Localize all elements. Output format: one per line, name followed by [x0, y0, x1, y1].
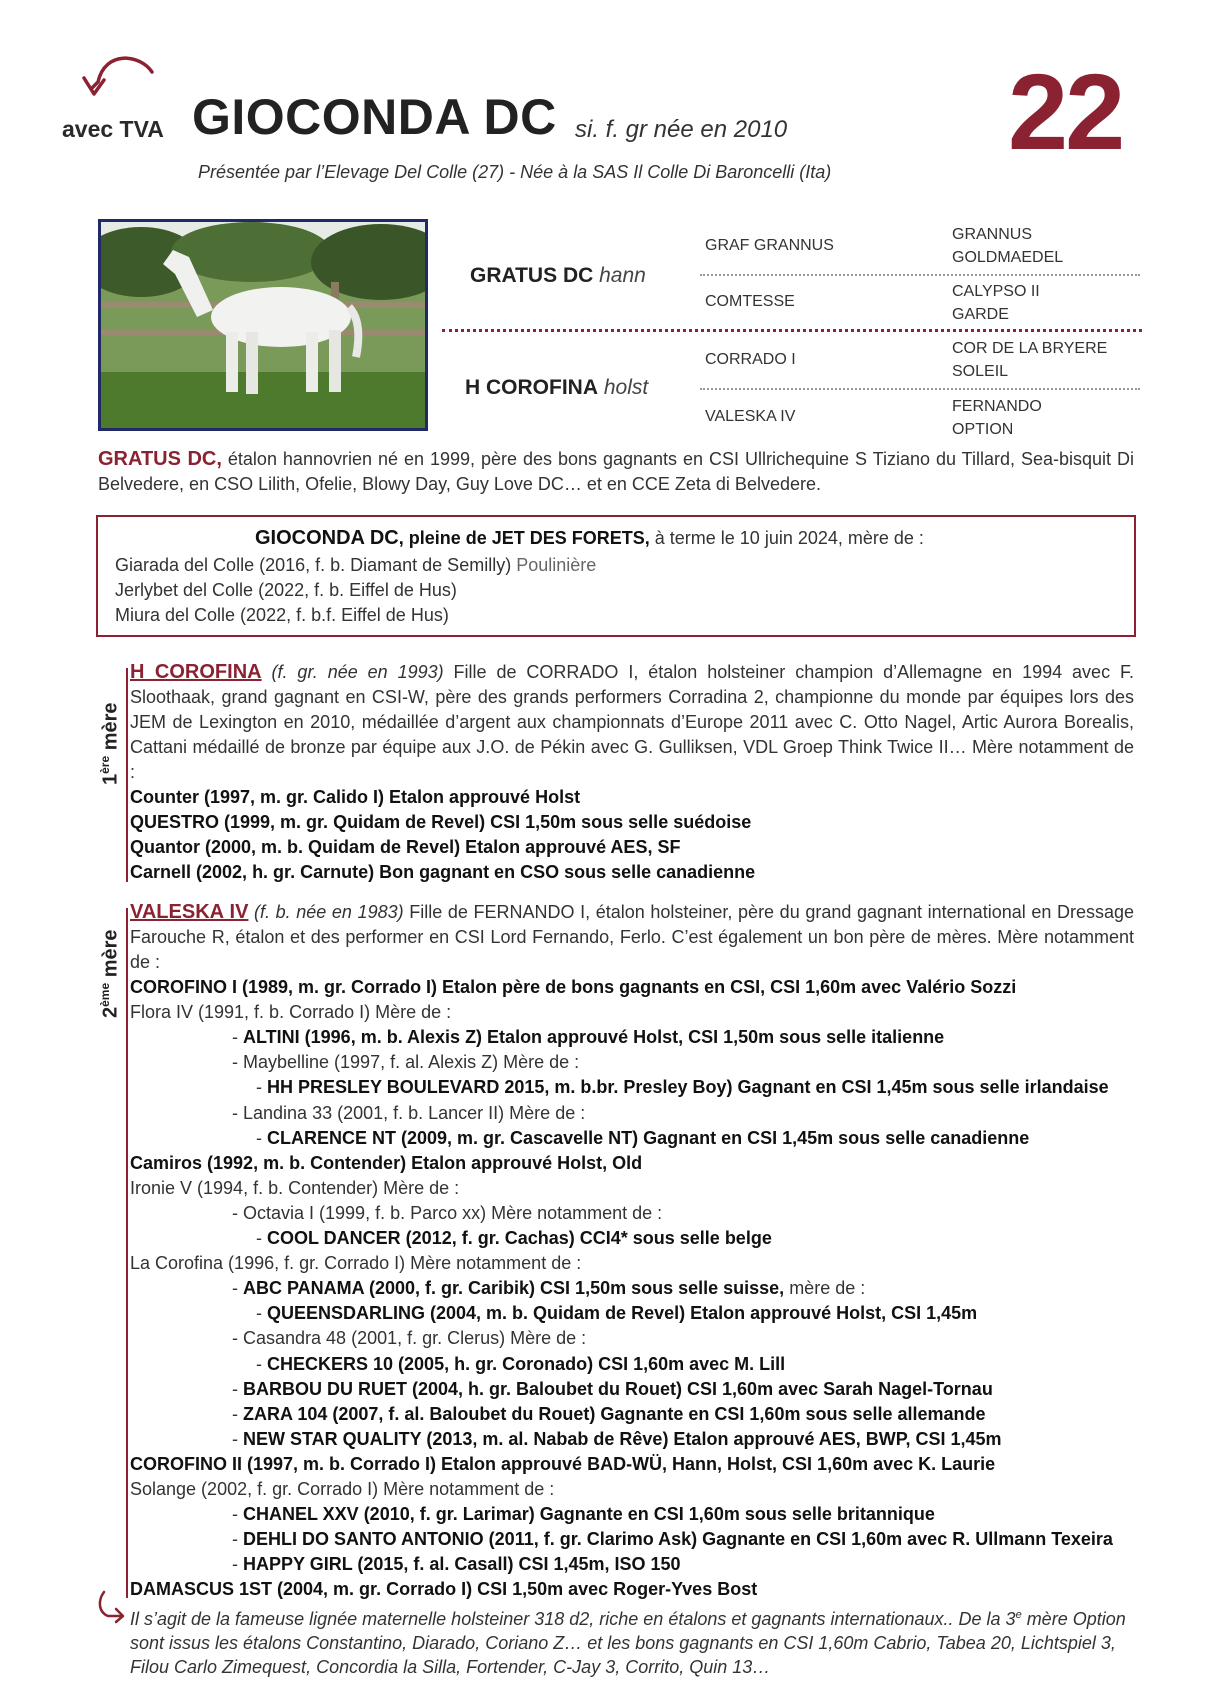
offspring-line: - NEW STAR QUALITY (2013, m. al. Nabab de Rêve) Etalon approuvé AES, BWP, CSI 1,45m: [232, 1429, 1002, 1449]
pedigree-sire: GRATUS DC hann: [470, 264, 646, 287]
offspring-line: - Octavia I (1999, f. b. Parco xx) Mère notamment de :: [232, 1203, 663, 1223]
offspring-line: COROFINO II (1997, m. b. Corrado I) Etalon approuvé BAD-WÜ, Hann, Holst, CSI 1,60m avec K. Laurie: [130, 1454, 996, 1474]
first-dam-label: 1ère mère: [98, 702, 122, 785]
pedigree-ggp: FERNANDO: [952, 398, 1042, 415]
pedigree-ggp: SOLEIL: [952, 363, 1009, 380]
lot-number: 22: [1008, 51, 1123, 172]
offspring-line: Camiros (1992, m. b. Contender) Etalon approuvé Holst, Old: [130, 1153, 643, 1173]
offspring-line: Counter (1997, m. gr. Calido I) Etalon approuvé Holst: [130, 787, 581, 807]
offspring-line: - CLARENCE NT (2009, m. gr. Cascavelle NT) Gagnant en CSI 1,45m sous selle canadienne: [256, 1128, 1030, 1148]
pleine-heading: GIOCONDA DC, pleine de JET DES FORETS, à terme le 10 juin 2024, mère de :: [255, 527, 924, 549]
pleine-line: Miura del Colle (2022, f. b.f. Eiffel de Hus): [115, 605, 449, 625]
offspring-line: - ZARA 104 (2007, f. al. Baloubet du Rouet) Gagnante en CSI 1,60m sous selle allemande: [232, 1404, 986, 1424]
offspring-line: DAMASCUS 1ST (2004, m. gr. Corrado I) CSI 1,50m avec Roger-Yves Bost: [130, 1579, 758, 1599]
second-dam-paragraph: VALESKA IV (f. b. née en 1983) Fille de FERNANDO I, étalon holsteiner, père du grand gagnant international en Dressage Farouche R, étalon et des performer en CSI Lord Fernando, Ferlo. C’est également un bon père de mères. Mère notamment de :: [130, 901, 1135, 972]
pedigree-ggp: OPTION: [952, 421, 1014, 438]
offspring-line: - ALTINI (1996, m. b. Alexis Z) Etalon approuvé Holst, CSI 1,50m sous selle italienne: [232, 1027, 945, 1047]
pedigree-sire-sire: GRAF GRANNUS: [705, 237, 834, 254]
pedigree-sire-dam: COMTESSE: [705, 293, 795, 310]
offspring-line: - ABC PANAMA (2000, f. gr. Caribik) CSI 1,50m sous selle suisse, mère de :: [232, 1278, 866, 1298]
offspring-line: Quantor (2000, m. b. Quidam de Revel) Etalon approuvé AES, SF: [130, 837, 681, 857]
pleine-line: Jerlybet del Colle (2022, f. b. Eiffel de Hus): [115, 580, 457, 600]
offspring-line: - Maybelline (1997, f. al. Alexis Z) Mère de :: [232, 1052, 580, 1072]
offspring-line: Carnell (2002, h. gr. Carnute) Bon gagnant en CSO sous selle canadienne: [130, 862, 756, 882]
grey-horse-photo: [98, 219, 428, 431]
offspring-line: - Landina 33 (2001, f. b. Lancer II) Mère de :: [232, 1103, 586, 1123]
offspring-line: COROFINO I (1989, m. gr. Corrado I) Etalon père de bons gagnants en CSI, CSI 1,60m avec Valério Sozzi: [130, 977, 1017, 997]
horse-description: si. f. gr née en 2010: [575, 116, 788, 143]
pedigree-ggp: GARDE: [952, 306, 1009, 323]
second-dam-bar: [126, 908, 128, 1598]
second-dam-label: 2ème mère: [98, 929, 122, 1018]
first-dam-paragraph: H COROFINA (f. gr. née en 1993) Fille de CORRADO I, étalon holsteiner champion d’Allemagne en 1994 avec F. Sloothaak, grand gagnant en CSI-W, père des grands performers Corradina 2, championne du monde par équipes lors des JEM de Lexington en 2010, médaillée d’argent aux championnats d’Europe 2011 avec C. Otto Nagel, Artic Aurora Borealis, Cattani médaillé de bronze par équipe aux J.O. de Pékin avec G. Gulliksen, VDL Groep Think Twice II… Mère notamment de :: [130, 661, 1134, 782]
pedigree-dam-dam: VALESKA IV: [705, 408, 796, 425]
first-dam-bar: [126, 668, 128, 882]
pedigree-ggp: COR DE LA BRYERE: [952, 340, 1108, 357]
offspring-line: - QUEENSDARLING (2004, m. b. Quidam de Revel) Etalon approuvé Holst, CSI 1,45m: [256, 1303, 978, 1323]
pedigree-divider: [700, 274, 1140, 276]
horse-name: GIOCONDA DC: [192, 89, 557, 145]
presented-by: Présentée par l’Elevage Del Colle (27) - Née à la SAS Il Colle Di Baroncelli (Ita): [198, 162, 832, 182]
offspring-line: Flora IV (1991, f. b. Corrado I) Mère de :: [130, 1002, 452, 1022]
curved-arrow-icon: [80, 52, 170, 112]
pedigree-divider-main: [442, 329, 1142, 332]
tva-label: avec TVA: [62, 116, 164, 142]
pedigree-dam-sire: CORRADO I: [705, 351, 796, 368]
offspring-line: - CHECKERS 10 (2005, h. gr. Coronado) CSI 1,60m avec M. Lill: [256, 1354, 786, 1374]
footer-note: Il s’agit de la fameuse lignée maternelle holsteiner 318 d2, riche en étalons et gagnants internationaux.. De la 3e mère Option sont issus les étalons Constantino, Diarado, Coriano Z… et les bons gagnants en CSI 1,60m Cabrio, Tabea 20, Lichtspiel 3, Filou Carlo Zimequest, Concordia la Silla, Fortender, C-Jay 3, Corrito, Quin 13…: [130, 1609, 1126, 1677]
sire-paragraph: GRATUS DC, étalon hannovrien né en 1999, père des bons gagnants en CSI Ullrichequine S Tiziano du Tillard, Sea-bisquit Di Belvedere, en CSO Lilith, Ofelie, Blowy Day, Guy Love DC… et en CCE Zeta di Belvedere.: [98, 448, 1134, 494]
offspring-line: - HAPPY GIRL (2015, f. al. Casall) CSI 1,45m, ISO 150: [232, 1554, 681, 1574]
offspring-line: - Casandra 48 (2001, f. gr. Clerus) Mère de :: [232, 1328, 587, 1348]
offspring-line: Solange (2002, f. gr. Corrado I) Mère notamment de :: [130, 1479, 555, 1499]
pedigree-ggp: GRANNUS: [952, 226, 1033, 243]
pedigree-ggp: CALYPSO II: [952, 283, 1040, 300]
offspring-line: - DEHLI DO SANTO ANTONIO (2011, f. gr. Clarimo Ask) Gagnante en CSI 1,60m avec R. Ullmann Texeira: [232, 1529, 1113, 1549]
offspring-line: QUESTRO (1999, m. gr. Quidam de Revel) CSI 1,50m sous selle suédoise: [130, 812, 752, 832]
offspring-line: La Corofina (1996, f. gr. Corrado I) Mère notamment de :: [130, 1253, 582, 1273]
offspring-line: - BARBOU DU RUET (2004, h. gr. Baloubet du Rouet) CSI 1,60m avec Sarah Nagel-Tornau: [232, 1379, 993, 1399]
return-arrow-icon: [96, 1590, 126, 1624]
offspring-line: Ironie V (1994, f. b. Contender) Mère de :: [130, 1178, 460, 1198]
offspring-line: - HH PRESLEY BOULEVARD 2015, m. b.br. Presley Boy) Gagnant en CSI 1,45m sous selle irlandaise: [256, 1077, 1109, 1097]
offspring-line: - CHANEL XXV (2010, f. gr. Larimar) Gagnante en CSI 1,60m sous selle britannique: [232, 1504, 935, 1524]
offspring-line: - COOL DANCER (2012, f. gr. Cachas) CCI4* sous selle belge: [256, 1228, 772, 1248]
pleine-line: Giarada del Colle (2016, f. b. Diamant de Semilly) Poulinière: [115, 555, 597, 575]
pedigree-ggp: GOLDMAEDEL: [952, 249, 1064, 266]
pedigree-divider: [700, 388, 1140, 390]
pedigree-dam: H COROFINA holst: [465, 376, 649, 399]
